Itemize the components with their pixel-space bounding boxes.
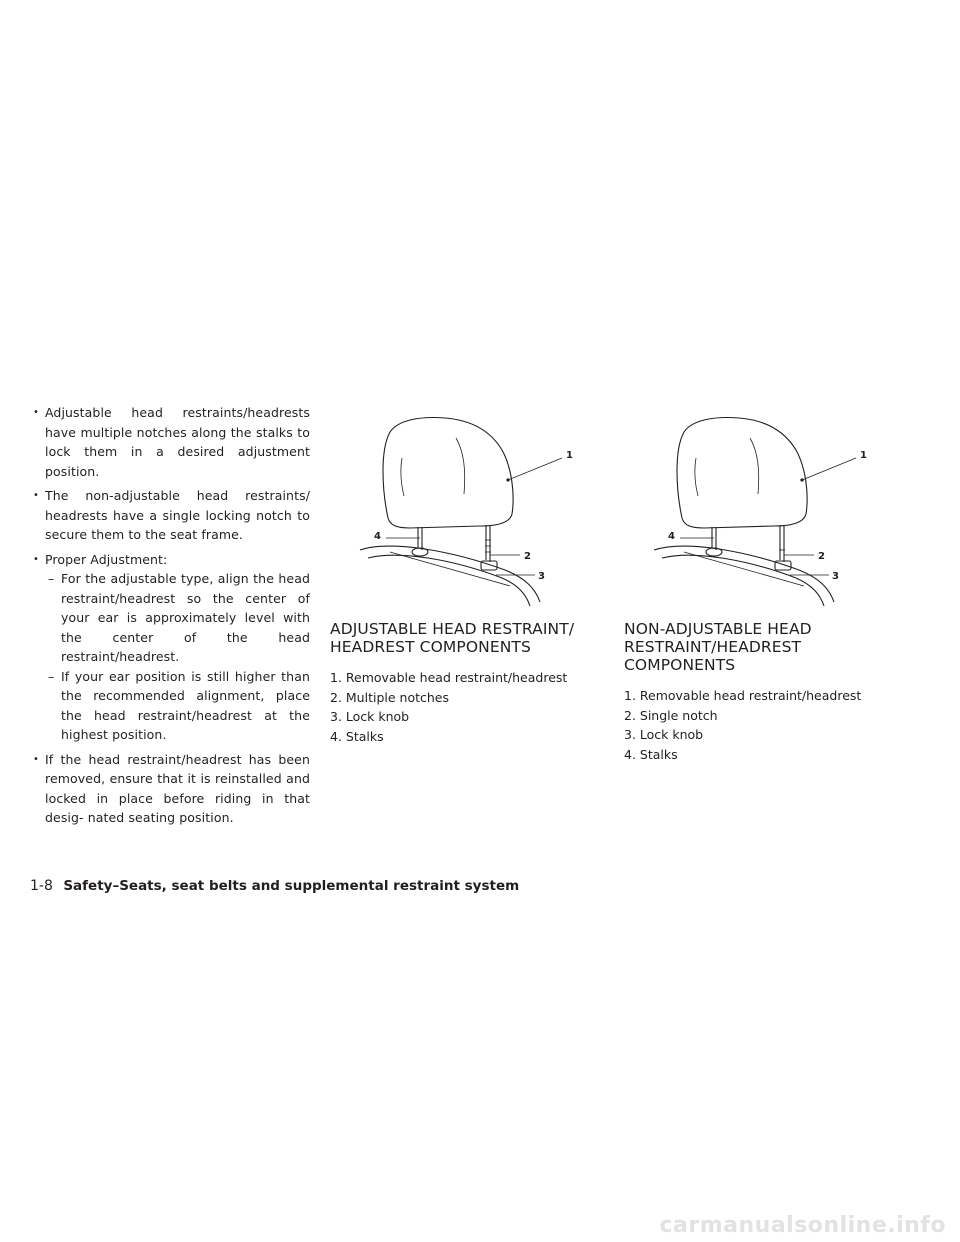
callout-3: 3 [832,571,839,582]
headrest-cushion [677,418,807,528]
legend-item: 2. Single notch [624,707,718,723]
callout-4: 4 [374,531,381,542]
sub-bullet-highest: – If your ear position is still higher than the recommended alignment, place the head restraint/headrest at the highest position. [45,667,310,745]
watermark[interactable]: carmanualsonline.info [659,1213,946,1238]
legend-item: 3. Lock knob [624,727,704,742]
non-adjustable-headrest-illustration [624,410,879,610]
adjustment-bullet-list [30,403,310,828]
non-adjustable-figure-caption [624,620,879,674]
caption-line: RESTRAINT/HEADREST [624,638,802,656]
legend-item: 1. Removable head restraint/headrest [330,670,568,685]
section-title: Safety–Seats, seat belts and supplemental restraint system [63,878,520,894]
page-footer [30,878,519,894]
proper-adjustment-sublist [45,569,310,745]
caption-line: NON-ADJUSTABLE HEAD [624,620,812,638]
non-adjustable-figure-section [624,410,879,764]
caption-line: COMPONENTS [624,656,736,674]
callout-2: 2 [524,551,531,562]
non-adjustable-legend [624,686,879,764]
caption-line: HEADREST COMPONENTS [330,638,531,656]
caption-line: ADJUSTABLE HEAD RESTRAINT/ [330,620,575,638]
proper-adjustment-label: Proper Adjustment: [45,551,168,567]
adjustable-legend [330,668,585,746]
callout-2: 2 [818,551,825,562]
callout-1: 1 [860,450,867,461]
adjustable-figure-caption [330,620,585,656]
adjustable-figure-section [330,410,585,746]
legend-item: 4. Stalks [330,728,384,744]
bullet-proper-adjustment [30,550,310,745]
bullet-non-adjustable: • The non-adjustable head restraints/ headrests have a single locking notch to secure them to the seat frame. [30,486,310,545]
sub-bullet-align: – For the adjustable type, align the head restraint/headrest so the center of your ear is approximately level with the center of the head restraint/headrest. [45,569,310,667]
legend-item: 4. Stalks [624,746,678,762]
page-number: 1-8 [30,878,53,894]
legend-item: 1. Removable head restraint/headrest [624,688,862,703]
legend-item: 3. Lock knob [330,709,410,724]
bullet-adjustable: • Adjustable head restraints/headrests have multiple notches along the stalks to lock them in a desired adjustment position. [30,403,310,481]
bullet-reinstall: • If the head restraint/headrest has been removed, ensure that it is reinstalled and locked in place before riding in that desig- nated seating position. [30,750,310,828]
adjustable-headrest-illustration [330,410,585,610]
callout-3: 3 [538,571,545,582]
headrest-cushion [383,418,513,528]
left-text-column [30,403,310,833]
legend-item: 2. Multiple notches [330,689,449,705]
callout-4: 4 [668,531,675,542]
callout-1: 1 [566,450,573,461]
